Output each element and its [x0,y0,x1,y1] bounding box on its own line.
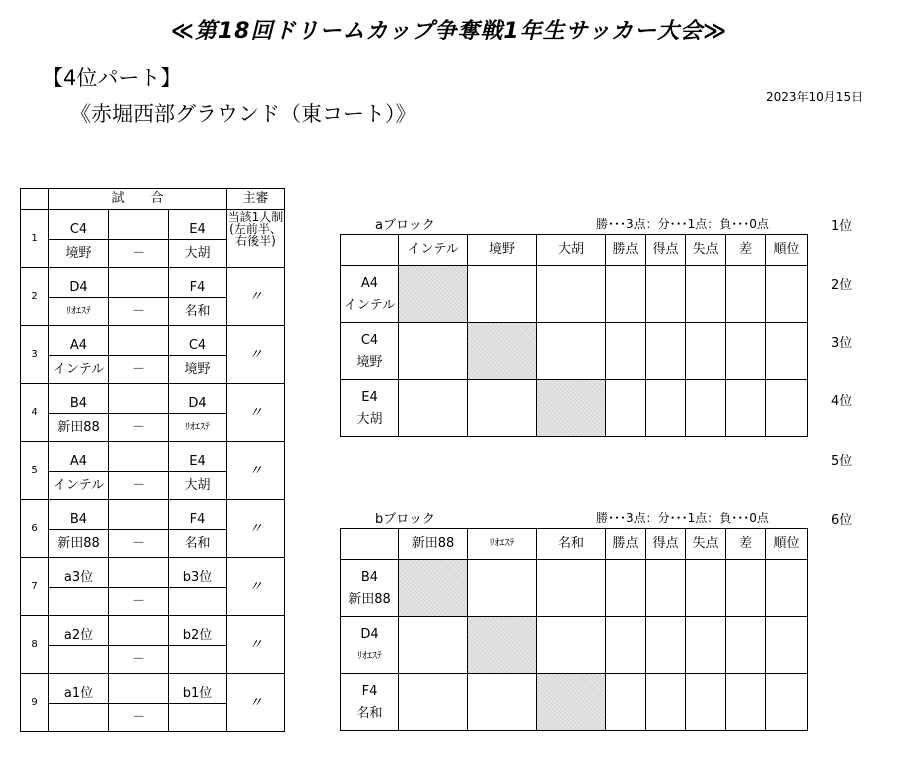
block-column-team: 境野 [468,235,537,266]
rank-label: 5位 [831,454,853,469]
home-team: 境野 [49,240,109,268]
home-code: B4 [49,500,109,530]
rank-label: 2位 [831,278,853,293]
team-name: 境野 [356,354,383,370]
team-name: ﾘｵｴｽﾃ [357,650,382,662]
schedule-row [21,500,285,530]
home-code: C4 [49,210,109,240]
team-code: D4 [360,626,379,642]
rank-label: 4位 [831,394,853,409]
referee-header: 主審 [227,189,285,210]
stat-cell [726,266,766,323]
stat-cell [686,560,726,617]
match-number: 2 [21,268,49,326]
stat-header: 失点 [686,529,726,560]
block-header-row [341,235,808,266]
away-code: C4 [169,326,227,356]
self-match-cell [468,323,537,380]
block-b-table [340,528,808,731]
away-code: E4 [169,210,227,240]
block-team-row [341,674,808,731]
stat-header: 失点 [686,235,726,266]
result-cell [399,380,468,437]
schedule-corner-cell [21,189,49,210]
stat-cell [646,560,686,617]
away-code: b3位 [169,558,227,588]
self-match-cell [537,380,606,437]
vs-dash: － [109,414,169,442]
stat-header: 勝点 [606,235,646,266]
referee-cell: 〃 [227,384,285,442]
vs-dash: － [109,530,169,558]
block-a-table [340,234,808,437]
venue-heading: 《赤堀西部グラウンド（東コート）》 [70,102,417,126]
schedule-row [21,674,285,704]
block-column-team: 新田88 [399,529,468,560]
stat-cell [726,323,766,380]
part-heading: 【4位パート】 [42,66,182,90]
team-name: 大胡 [356,411,383,427]
away-code: F4 [169,500,227,530]
rank-label: 3位 [831,336,853,351]
stat-cell [726,674,766,731]
stat-cell [766,560,808,617]
result-cell [537,560,606,617]
home-team: ﾘｵｴｽﾃ [49,298,109,326]
stat-cell [606,560,646,617]
block-team-row [341,617,808,674]
result-cell [399,674,468,731]
page-title: ≪第18回ドリームカップ争奪戦1年生サッカー大会≫ [170,19,728,44]
stat-cell [686,323,726,380]
referee-cell: 〃 [227,674,285,732]
home-team: インテル [49,472,109,500]
rank-label: 6位 [831,513,853,528]
result-cell [537,266,606,323]
stat-cell [766,266,808,323]
vs-dash: － [109,356,169,384]
block-team-row [341,380,808,437]
home-team [49,646,109,674]
away-team [169,646,227,674]
vs-spacer [109,674,169,704]
team-name: インテル [343,297,396,313]
self-match-cell [399,560,468,617]
home-team: 新田88 [49,414,109,442]
match-number: 7 [21,558,49,616]
stat-cell [686,617,726,674]
away-team: 大胡 [169,472,227,500]
schedule-row [21,384,285,414]
vs-dash: － [109,704,169,732]
block-column-team: ﾘｵｴｽﾃ [468,529,537,560]
home-team: 新田88 [49,530,109,558]
match-number: 8 [21,616,49,674]
away-team: 境野 [169,356,227,384]
stat-header: 差 [726,529,766,560]
result-cell [399,323,468,380]
stat-cell [686,266,726,323]
block-row-team [341,380,399,437]
result-cell [468,560,537,617]
block-column-team: 大胡 [537,235,606,266]
match-schedule-table [20,188,285,732]
away-team [169,704,227,732]
result-cell [537,323,606,380]
away-code: b1位 [169,674,227,704]
stat-header: 順位 [766,235,808,266]
match-number: 6 [21,500,49,558]
stat-header: 得点 [646,235,686,266]
stat-cell [606,617,646,674]
vs-dash: － [109,588,169,616]
away-code: D4 [169,384,227,414]
block-b-points-rule: 勝･･･3点：分･･･1点：負･･･0点 [596,511,769,525]
vs-spacer [109,616,169,646]
match-header: 試 合 [49,189,227,210]
stat-header: 差 [726,235,766,266]
stat-cell [646,323,686,380]
home-team [49,704,109,732]
team-code: F4 [361,683,378,699]
block-row-team [341,674,399,731]
stat-header: 順位 [766,529,808,560]
block-column-team: 名和 [537,529,606,560]
stat-cell [726,380,766,437]
result-cell [537,617,606,674]
away-team: 名和 [169,530,227,558]
block-row-team [341,560,399,617]
vs-dash: － [109,240,169,268]
stat-header: 得点 [646,529,686,560]
away-team [169,588,227,616]
vs-spacer [109,500,169,530]
vs-dash: － [109,298,169,326]
block-a-points-rule: 勝･･･3点：分･･･1点：負･･･0点 [596,217,769,231]
referee-cell: 〃 [227,558,285,616]
self-match-cell [537,674,606,731]
team-name: 新田88 [348,591,391,607]
stat-cell [646,380,686,437]
vs-spacer [109,268,169,298]
schedule-row [21,326,285,356]
block-team-row [341,560,808,617]
stat-cell [766,674,808,731]
stat-cell [766,617,808,674]
home-code: A4 [49,326,109,356]
away-team: ﾘｵｴｽﾃ [169,414,227,442]
block-row-team [341,617,399,674]
block-a-title: aブロック [375,218,435,233]
result-cell [468,266,537,323]
event-date: 2023年10月15日 [766,90,864,104]
referee-cell: 〃 [227,442,285,500]
vs-spacer [109,558,169,588]
stat-cell [606,380,646,437]
home-code: a1位 [49,674,109,704]
stat-cell [686,380,726,437]
referee-cell: 〃 [227,616,285,674]
block-row-team [341,266,399,323]
away-team: 名和 [169,298,227,326]
self-match-cell [468,617,537,674]
stat-cell [766,380,808,437]
match-number: 5 [21,442,49,500]
home-code: a2位 [49,616,109,646]
result-cell [399,617,468,674]
schedule-row [21,616,285,646]
away-code: b2位 [169,616,227,646]
away-team: 大胡 [169,240,227,268]
referee-cell: 〃 [227,326,285,384]
stat-cell [646,617,686,674]
stat-cell [606,323,646,380]
home-code: D4 [49,268,109,298]
referee-cell: 〃 [227,268,285,326]
block-team-row [341,323,808,380]
block-team-row [341,266,808,323]
team-code: E4 [361,389,378,405]
match-number: 3 [21,326,49,384]
team-code: B4 [360,569,379,585]
stat-cell [606,266,646,323]
block-corner-cell [341,529,399,560]
vs-spacer [109,210,169,240]
block-header-row [341,529,808,560]
schedule-row [21,210,285,240]
team-code: C4 [360,332,379,348]
team-code: A4 [360,275,379,291]
home-code: B4 [49,384,109,414]
home-team: インテル [49,356,109,384]
team-name: 名和 [356,705,383,721]
referee-cell: 〃 [227,500,285,558]
match-number: 4 [21,384,49,442]
vs-dash: － [109,646,169,674]
stat-cell [646,266,686,323]
away-code: E4 [169,442,227,472]
vs-dash: － [109,472,169,500]
vs-spacer [109,384,169,414]
self-match-cell [399,266,468,323]
match-number: 9 [21,674,49,732]
vs-spacer [109,442,169,472]
block-corner-cell [341,235,399,266]
result-cell [468,380,537,437]
stat-header: 勝点 [606,529,646,560]
stat-cell [646,674,686,731]
referee-cell: 当該1人制 (左前半、 右後半) [227,210,285,268]
stat-cell [766,323,808,380]
block-row-team [341,323,399,380]
home-code: A4 [49,442,109,472]
match-number: 1 [21,210,49,268]
block-column-team: インテル [399,235,468,266]
home-team [49,588,109,616]
schedule-row [21,442,285,472]
stat-cell [606,674,646,731]
stat-cell [686,674,726,731]
stat-cell [726,560,766,617]
schedule-row [21,268,285,298]
rank-label: 1位 [831,219,853,234]
vs-spacer [109,326,169,356]
stat-cell [726,617,766,674]
schedule-row [21,558,285,588]
home-code: a3位 [49,558,109,588]
result-cell [468,674,537,731]
block-b-title: bブロック [375,512,435,527]
away-code: F4 [169,268,227,298]
